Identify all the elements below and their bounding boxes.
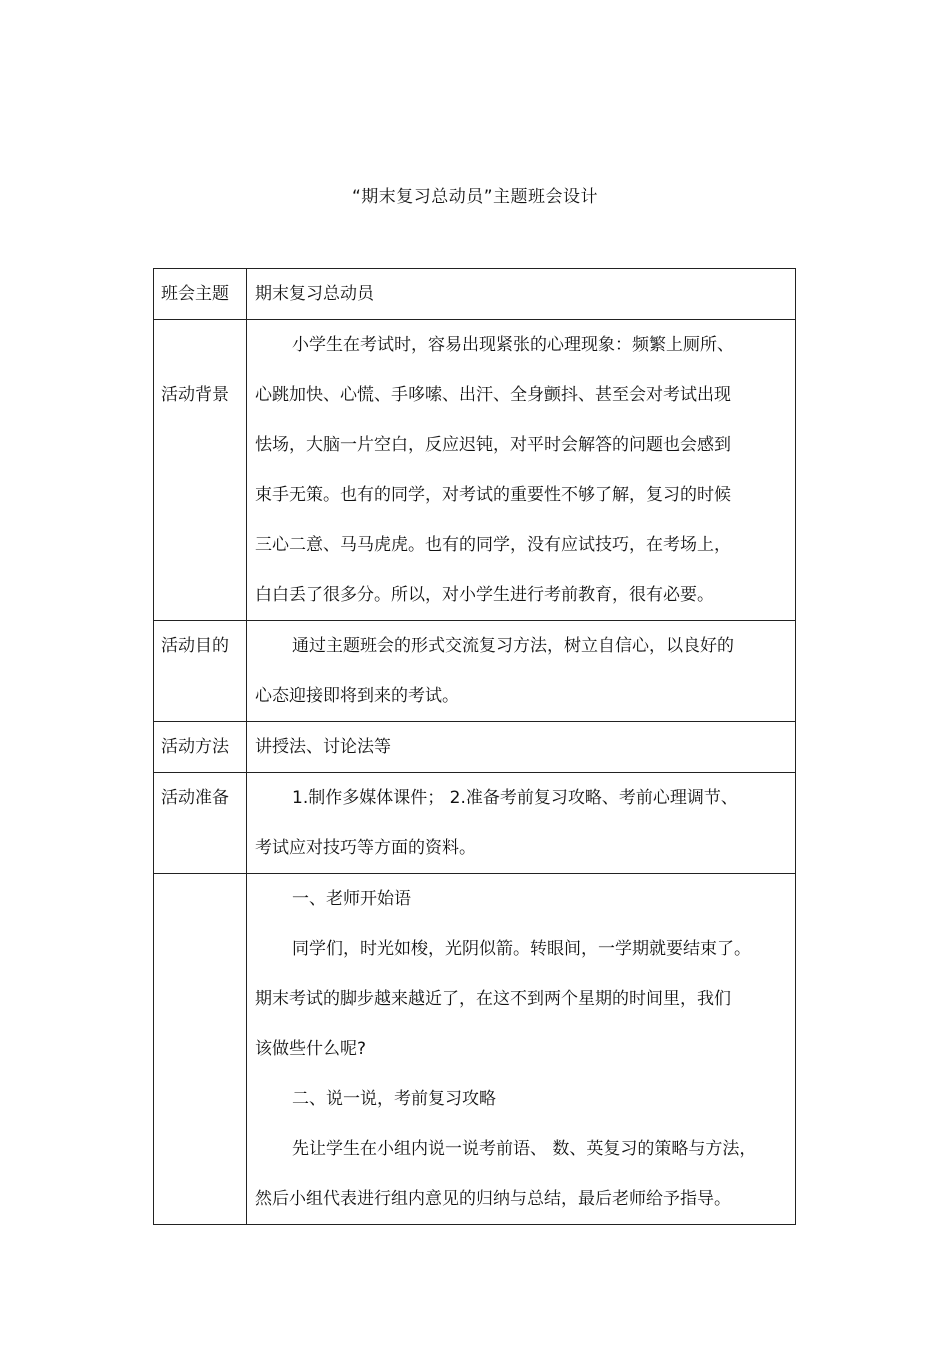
row-label-theme (154, 269, 247, 320)
table-row-background (154, 320, 796, 621)
row-content-purpose (247, 621, 796, 722)
background-line: 小学生在考试时，容易出现紧张的心理现象：频繁上厕所、 (292, 335, 734, 355)
preparation-line: 1.制作多媒体课件； 2.准备考前复习攻略、考前心理调节、 (292, 788, 738, 808)
table-row-method (154, 722, 796, 773)
process-line: 然后小组代表进行组内意见的归纳与总结，最后老师给予指导。 (255, 1189, 731, 1209)
row-label-process (154, 874, 247, 1225)
table-row-preparation (154, 773, 796, 874)
table-row-purpose (154, 621, 796, 722)
preparation-line: 考试应对技巧等方面的资料。 (255, 838, 476, 858)
row-content-background (247, 320, 796, 621)
process-line: 同学们，时光如梭，光阴似箭。转眼间，一学期就要结束了。 (292, 939, 751, 959)
background-line: 白白丢了很多分。所以，对小学生进行考前教育，很有必要。 (255, 585, 714, 605)
row-label-method (154, 722, 247, 773)
process-line: 该做些什么呢? (255, 1039, 367, 1059)
background-line: 三心二意、马马虎虎。也有的同学，没有应试技巧，在考场上， (255, 535, 731, 555)
row-content-method (247, 722, 796, 773)
process-heading: 一、老师开始语 (292, 889, 411, 909)
table-row-process (154, 874, 796, 1225)
method-value: 讲授法、讨论法等 (255, 737, 391, 757)
process-line: 先让学生在小组内说一说考前语、 数、英复习的策略与方法， (292, 1139, 757, 1159)
row-content-preparation (247, 773, 796, 874)
row-content-theme (247, 269, 796, 320)
background-line: 怯场，大脑一片空白，反应迟钝，对平时会解答的问题也会感到 (255, 435, 731, 455)
row-label-background (154, 320, 247, 621)
process-line: 期末考试的脚步越来越近了，在这不到两个星期的时间里，我们 (255, 989, 731, 1009)
row-label-preparation (154, 773, 247, 874)
preparation-label: 活动准备 (161, 788, 229, 808)
background-label: 活动背景 (161, 385, 229, 405)
purpose-line: 通过主题班会的形式交流复习方法，树立自信心，以良好的 (292, 636, 734, 656)
purpose-line: 心态迎接即将到来的考试。 (255, 686, 459, 706)
method-label: 活动方法 (161, 737, 229, 757)
table-row-theme (154, 269, 796, 320)
purpose-label: 活动目的 (161, 636, 229, 656)
row-label-purpose (154, 621, 247, 722)
row-content-process (247, 874, 796, 1225)
document-title: “期末复习总动员”主题班会设计 (351, 187, 599, 207)
process-heading: 二、说一说，考前复习攻略 (292, 1089, 496, 1109)
theme-value: 期末复习总动员 (255, 284, 374, 304)
background-line: 心跳加快、心慌、手哆嗦、出汗、全身颤抖、甚至会对考试出现 (255, 385, 731, 405)
background-line: 束手无策。也有的同学，对考试的重要性不够了解，复习的时候 (255, 485, 731, 505)
process-label (161, 874, 246, 924)
theme-label: 班会主题 (161, 284, 229, 304)
class-meeting-plan-table (153, 268, 796, 1225)
